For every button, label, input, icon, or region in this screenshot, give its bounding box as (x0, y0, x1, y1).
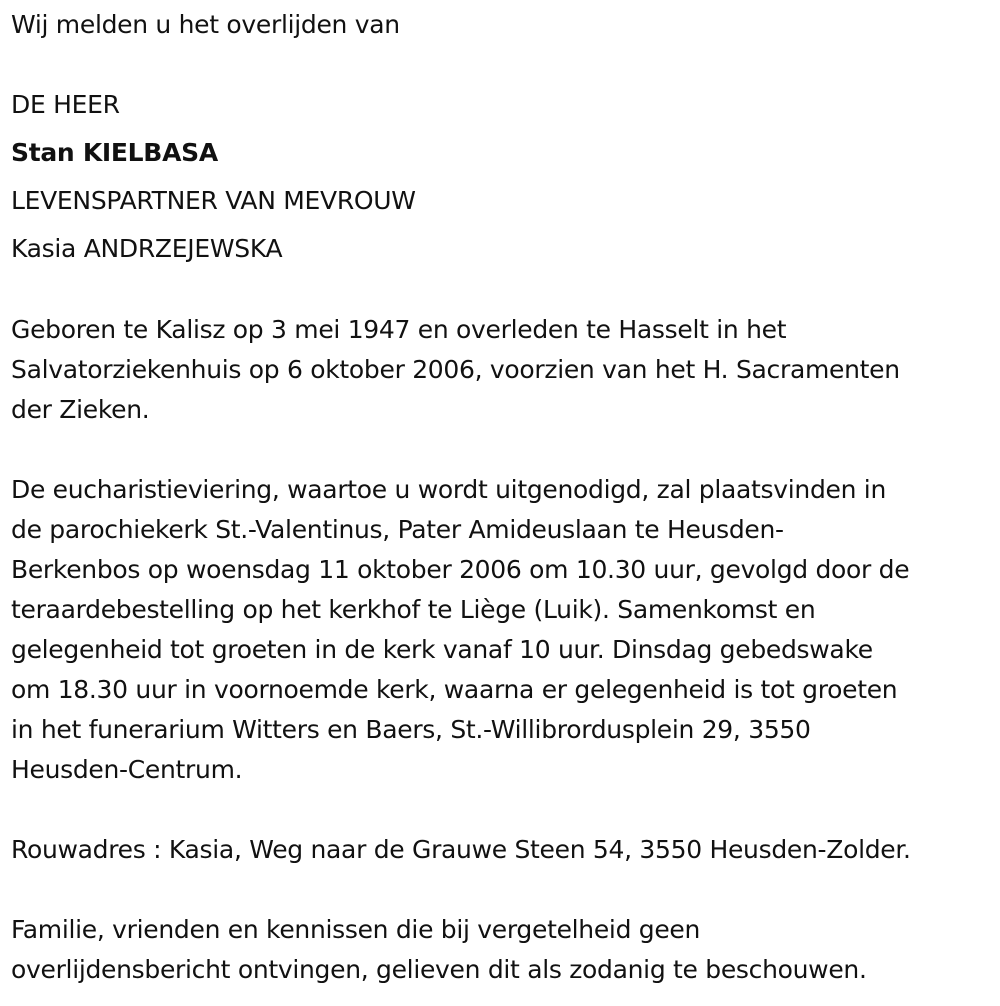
closing-paragraph (11, 910, 986, 990)
paragraph-line: overlijdensbericht ontvingen, gelieven dit als zodanig te beschouwen. (11, 955, 867, 984)
paragraph-line: De eucharistieviering, waartoe u wordt uitgenodigd, zal plaatsvinden in (11, 475, 886, 504)
paragraph-line: gelegenheid tot groeten in de kerk vanaf 10 uur. Dinsdag gebedswake (11, 635, 873, 664)
paragraph-line: de parochiekerk St.-Valentinus, Pater Amideuslaan te Heusden- (11, 515, 784, 544)
paragraph-line: der Zieken. (11, 395, 150, 424)
relation-text: LEVENSPARTNER VAN MEVROUW (11, 186, 416, 215)
address-paragraph (11, 830, 986, 870)
paragraph-line: in het funerarium Witters en Baers, St.-Willibrordusplein 29, 3550 (11, 715, 811, 744)
paragraph-line: Salvatorziekenhuis op 6 oktober 2006, voorzien van het H. Sacramenten (11, 355, 900, 384)
paragraph-line: Geboren te Kalisz op 3 mei 1947 en overleden te Hasselt in het (11, 315, 787, 344)
paragraph-line: Heusden-Centrum. (11, 755, 243, 784)
honorific: DE HEER (11, 90, 120, 119)
paragraph-line: Familie, vrienden en kennissen die bij vergetelheid geen (11, 915, 701, 944)
partner-name: Kasia ANDRZEJEWSKA (11, 234, 283, 263)
deceased-name: Stan KIELBASA (11, 138, 218, 167)
paragraph-line: om 18.30 uur in voornoemde kerk, waarna er gelegenheid is tot groeten (11, 675, 898, 704)
intro-text: Wij melden u het overlijden van (11, 10, 400, 39)
ceremony-paragraph (11, 470, 986, 790)
address-text: Rouwadres : Kasia, Weg naar de Grauwe Steen 54, 3550 Heusden-Zolder. (11, 835, 911, 864)
paragraph-line: Berkenbos op woensdag 11 oktober 2006 om 10.30 uur, gevolgd door de (11, 555, 910, 584)
birth-death-paragraph (11, 310, 986, 430)
paragraph-line: teraardebestelling op het kerkhof te Liège (Luik). Samenkomst en (11, 595, 816, 624)
